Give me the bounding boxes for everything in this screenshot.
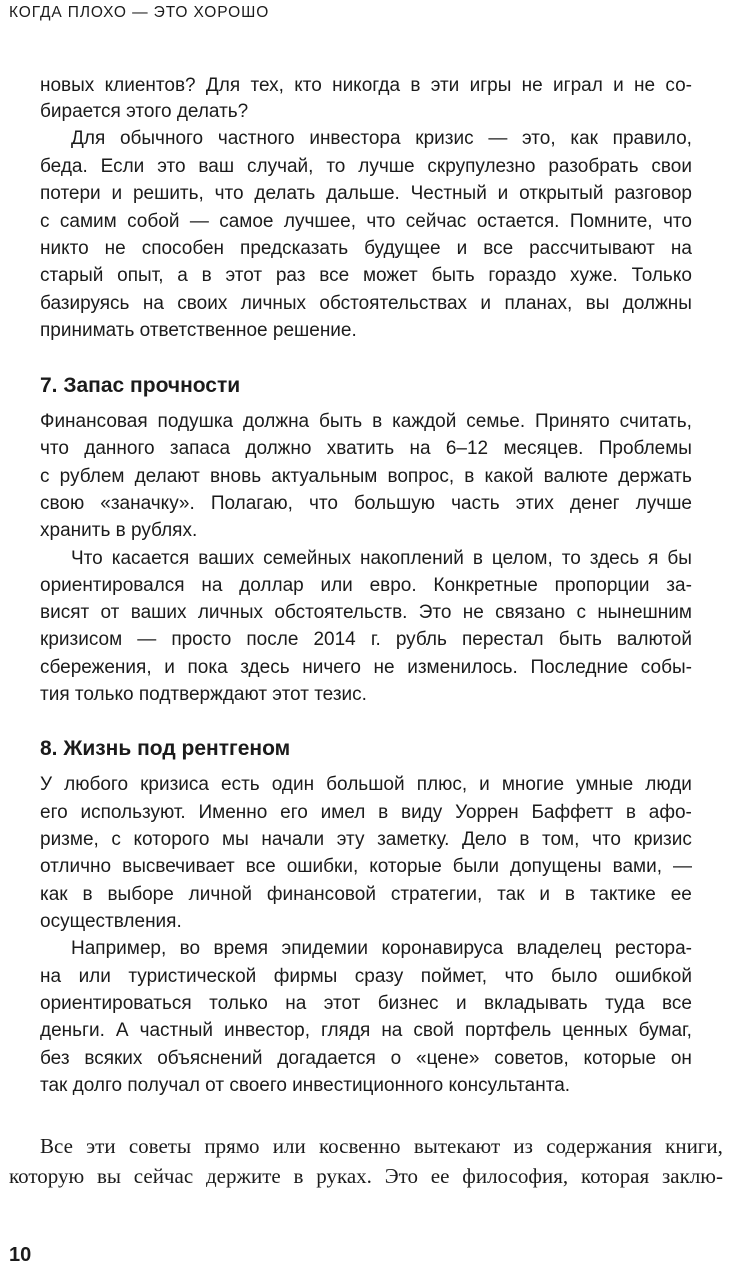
section8-line: его используют. Именно его имел в виду Уоррен Баффетт в афо- (40, 802, 692, 823)
section7-line: тия только подтверждают этот тезис. (40, 684, 367, 705)
intro-line: беда. Если это ваш случай, то лучше скрупулезно разобрать свои (40, 156, 692, 177)
section8-line: на или туристической фирмы сразу поймет, что было ошибкой (40, 966, 692, 987)
section8-line: так долго получал от своего инвестиционного консультанта. (40, 1075, 571, 1096)
intro-line: новых клиентов? Для тех, кто никогда в эти игры не играл и не со- (40, 75, 692, 96)
section7-line: висят от ваших личных обстоятельств. Это не связано с нынешним (40, 602, 692, 623)
intro-line: бирается этого делать? (40, 101, 249, 122)
intro-line: старый опыт, а в этот раз все может быть гораздо хуже. Только (40, 265, 692, 286)
intro-line: Для обычного частного инвестора кризис — это, как правило, (71, 128, 692, 149)
section7-line: кризисом — просто после 2014 г. рубль перестал быть валютой (40, 629, 692, 650)
section8-line: ориентироваться только на этот бизнес и вкладывать туда все (40, 993, 692, 1014)
section7-line: сбережения, и пока здесь ничего не изменилось. Последние собы- (40, 657, 692, 678)
section7-line: свою «заначку». Полагаю, что большую часть этих денег лучше (40, 493, 692, 514)
section7-line: Что касается ваших семейных накоплений в целом, то здесь я бы (71, 548, 692, 569)
section8-line: отлично высвечивает все ошибки, которые были допущены вами, — (40, 856, 692, 877)
intro-line: с самим собой — самое лучшее, что сейчас остается. Помните, что (40, 211, 692, 232)
section8-line: Например, во время эпидемии коронавируса владелец рестора- (71, 938, 692, 959)
intro-line: принимать ответственное решение. (40, 320, 357, 341)
section8-line: без всяких объяснений догадается о «цене» советов, которые он (40, 1048, 692, 1069)
section-8-heading: 8. Жизнь под рентгеном (40, 737, 291, 760)
section7-line: с рублем делают вновь актуальным вопрос, в какой валюте держать (40, 466, 692, 487)
section-7-heading: 7. Запас прочности (40, 374, 241, 397)
section7-line: Финансовая подушка должна быть в каждой семье. Принято считать, (40, 411, 692, 432)
section7-line: что данного запаса должно хватить на 6–12 месяцев. Проблемы (40, 438, 692, 459)
intro-line: никто не способен предсказать будущее и все рассчитывают на (40, 238, 692, 259)
section7-line: хранить в рублях. (40, 520, 198, 541)
intro-line: потери и решить, что делать дальше. Честный и открытый разговор (40, 183, 692, 204)
section8-line: ризме, с которого мы начали эту заметку. Дело в том, что кризис (40, 829, 692, 850)
section8-line: осуществления. (40, 911, 182, 932)
section8-line: как в выборе личной финансовой стратегии, так и в тактике ее (40, 884, 692, 905)
page-number: 10 (9, 1244, 32, 1266)
closing-line: Все эти советы прямо или косвенно вытекают из содержания книги, (40, 1134, 723, 1158)
closing-line: которую вы сейчас держите в руках. Это ее философия, которая заклю- (9, 1164, 723, 1188)
section8-line: У любого кризиса есть один большой плюс, и многие умные люди (40, 774, 692, 795)
section7-line: ориентировался на доллар или евро. Конкретные пропорции за- (40, 575, 692, 596)
intro-line: базируясь на своих личных обстоятельствах и планах, вы должны (40, 293, 692, 314)
running-head: КОГДА ПЛОХО — ЭТО ХОРОШО (9, 4, 270, 21)
section8-line: деньги. А частный инвестор, глядя на свой портфель ценных бумаг, (40, 1020, 692, 1041)
